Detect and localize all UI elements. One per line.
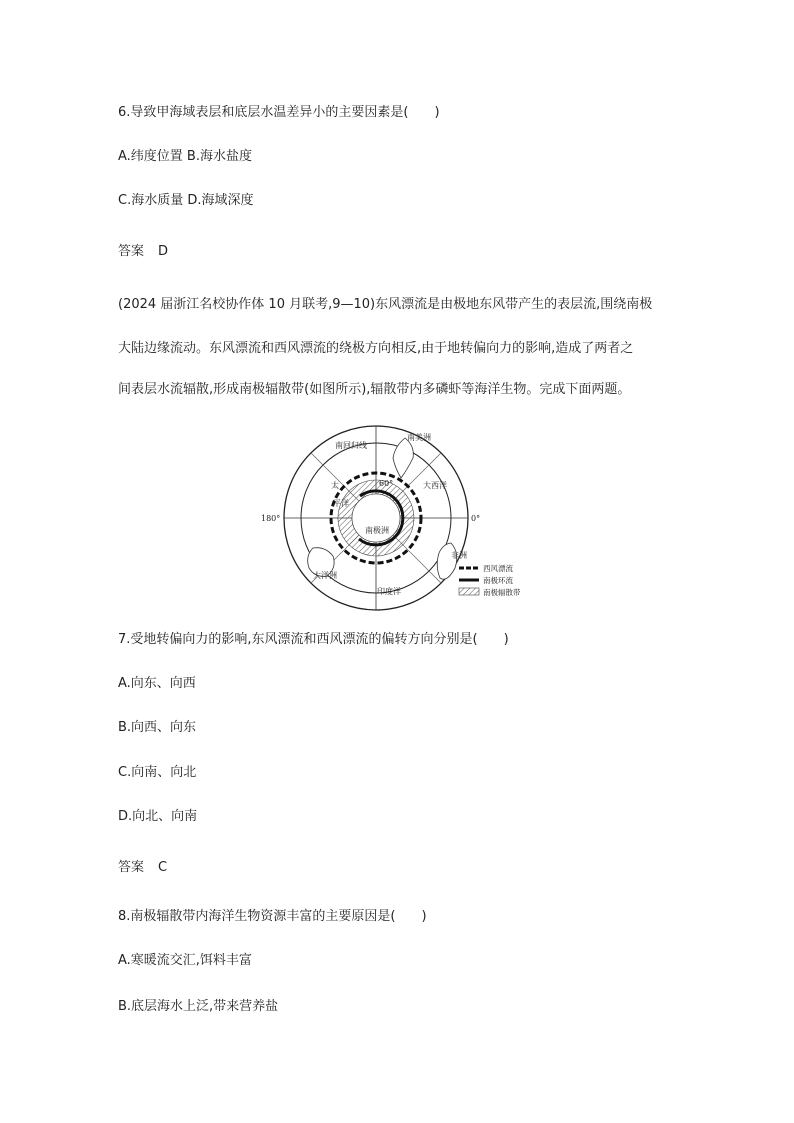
q6-answer xyxy=(118,243,168,261)
q7-option-a: A.向东、向西 xyxy=(118,676,196,691)
q7-option-c: C.向南、向北 xyxy=(118,765,197,780)
lon-0-label: 0° xyxy=(471,514,481,523)
q8-option-b: B.底层海水上泛,带来营养盐 xyxy=(118,999,279,1014)
atlantic-label: 大西洋 xyxy=(423,481,447,490)
answer-value: D xyxy=(158,244,169,259)
antarctica-label: 南极洲 xyxy=(365,526,389,535)
q6-stem: 6.导致甲海域表层和底层水温差异小的主要因素是( ) xyxy=(118,105,440,120)
lat-60-label: 60° xyxy=(379,479,394,488)
passage-line-3: 间表层水流辐散,形成南极辐散带(如图所示),辐散带内多磷虾等海洋生物。完成下面两题。 xyxy=(118,382,631,397)
tropic-label: 南回归线 xyxy=(335,441,367,450)
answer-label: 答案 xyxy=(118,860,145,875)
q7-stem: 7.受地转偏向力的影响,东风漂流和西风漂流的偏转方向分别是( ) xyxy=(118,632,509,647)
q7-answer xyxy=(118,859,167,877)
legend-west-wind: 西风漂流 xyxy=(483,564,513,573)
pacific-label-1: 太 xyxy=(331,481,339,490)
q7-option-d: D.向北、向南 xyxy=(118,809,198,824)
q8-stem: 8.南极辐散带内海洋生物资源丰富的主要原因是( ) xyxy=(118,909,427,924)
south-america-label: 南美洲 xyxy=(407,433,431,442)
antarctic-divergence-map xyxy=(255,418,545,613)
pacific-label-2: 平洋 xyxy=(333,499,349,508)
answer-label: 答案 xyxy=(118,244,145,259)
legend-divergence: 南极辐散带 xyxy=(483,588,521,597)
legend xyxy=(459,563,521,597)
passage-line-2: 大陆边缘流动。东风漂流和西风漂流的绕极方向相反,由于地转偏向力的影响,造成了两者之 xyxy=(118,341,634,356)
africa-label: 非洲 xyxy=(451,551,467,560)
q7-option-b: B.向西、向东 xyxy=(118,720,197,735)
indian-label: 印度洋 xyxy=(377,587,401,596)
answer-value: C xyxy=(158,860,168,875)
africa-shape xyxy=(437,543,457,579)
oceania-label: 大洋洲 xyxy=(313,571,337,580)
lon-180-label: 180° xyxy=(261,514,281,523)
q8-option-a: A.寒暖流交汇,饵料丰富 xyxy=(118,953,252,968)
q6-options-ab: A.纬度位置 B.海水盐度 xyxy=(118,149,252,164)
q6-options-cd: C.海水质量 D.海域深度 xyxy=(118,193,254,208)
south-america-shape xyxy=(393,438,413,478)
legend-polar-current: 南极环流 xyxy=(483,576,513,585)
passage-line-1: (2024 届浙江名校协作体 10 月联考,9—10)东风漂流是由极地东风带产生的表层流,围绕南极 xyxy=(118,297,653,312)
